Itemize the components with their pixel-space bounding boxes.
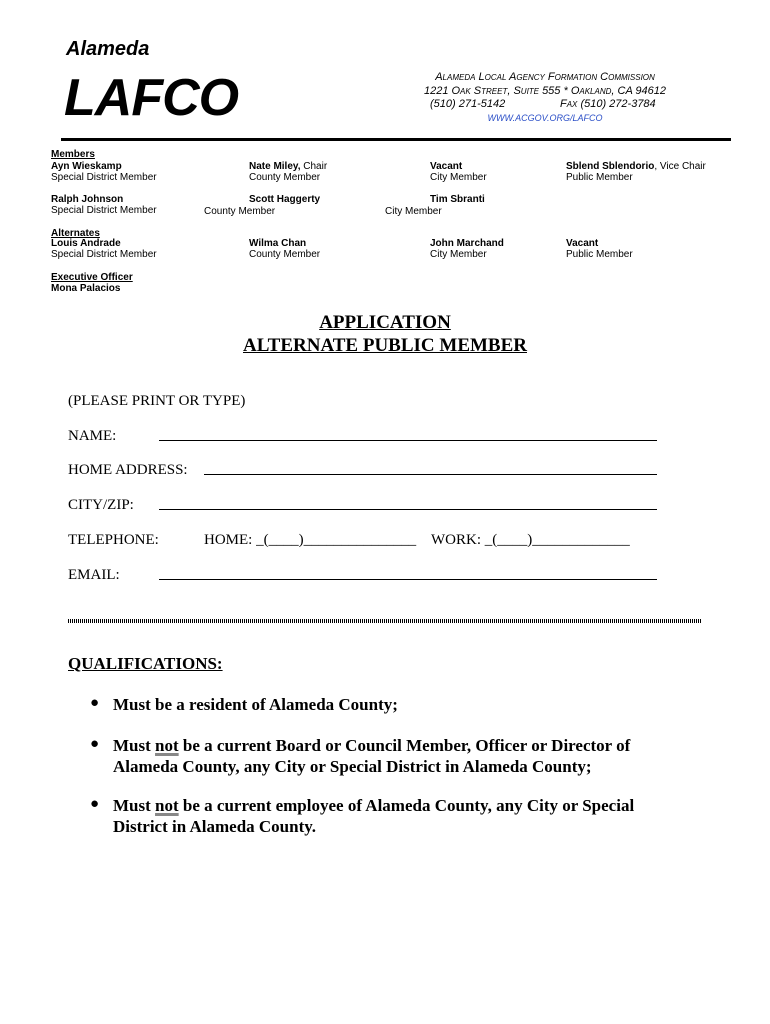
member-1: Ayn Wieskamp Special District Member [51, 161, 157, 183]
alternates-heading: Alternates [51, 228, 100, 239]
qualification-item: Must be a resident of Alameda County; [113, 695, 398, 714]
member-2: Nate Miley, Chair County Member [249, 161, 328, 183]
telephone-label: TELEPHONE: [68, 532, 159, 548]
alternate-1: Louis Andrade Special District Member [51, 238, 157, 260]
executive-name: Mona Palacios [51, 283, 121, 294]
member-7-name: Tim Sbranti [430, 194, 485, 205]
cityzip-label: CITY/ZIP: [68, 497, 134, 513]
address-label: HOME ADDRESS: [68, 462, 188, 478]
alternate-3: John Marchand City Member [430, 238, 504, 260]
bullet-icon: ● [90, 796, 100, 812]
website-link[interactable]: WWW.ACGOV.ORG/LAFCO [487, 113, 603, 123]
member-5: Ralph Johnson Special District Member [51, 194, 157, 216]
org-name: Alameda Local Agency Formation Commission [435, 71, 655, 83]
instruction-text: (PLEASE PRINT OR TYPE) [68, 393, 246, 409]
bullet-icon: ● [90, 695, 100, 711]
address-field[interactable] [204, 474, 657, 475]
name-label: NAME: [68, 428, 117, 444]
form-title: APPLICATION [319, 312, 451, 333]
alternate-2: Wilma Chan County Member [249, 238, 321, 260]
work-phone-field[interactable]: WORK: _(____)_____________ [431, 532, 630, 548]
bullet-icon: ● [90, 736, 100, 752]
home-phone-field[interactable]: HOME: _(____)_______________ [204, 532, 417, 548]
logo-lafco: LAFCO [64, 69, 239, 127]
dotted-divider [68, 619, 702, 623]
org-address: 1221 Oak Street, Suite 555 * Oakland, CA 94612 [423, 85, 667, 97]
members-heading: Members [51, 149, 95, 160]
form-subtitle: ALTERNATE PUBLIC MEMBER [243, 335, 527, 356]
member-4: Sblend Sblendorio, Vice Chair Public Member [566, 161, 706, 183]
qualifications-heading: QUALIFICATIONS: [68, 654, 223, 673]
qualification-item: Must not be a current employee of Alameda County, any City or Special District in Alameda County. [113, 796, 635, 836]
qualification-item: Must not be a current Board or Council Member, Officer or Director of Alameda County, any City or Special District in Alameda County; [113, 736, 631, 776]
logo-alameda: Alameda [66, 38, 150, 60]
org-fax: Fax (510) 272-3784 [560, 98, 656, 110]
member-7-role: City Member [385, 206, 442, 217]
member-3: Vacant City Member [430, 161, 487, 183]
org-phone: (510) 271-5142 [430, 98, 506, 110]
executive-heading: Executive Officer [51, 272, 133, 283]
email-label: EMAIL: [68, 567, 120, 583]
member-6-role: County Member [204, 206, 276, 217]
alternate-4: Vacant Public Member [566, 238, 633, 260]
email-field[interactable] [159, 579, 657, 580]
name-field[interactable] [159, 440, 657, 441]
member-6-name: Scott Haggerty [249, 194, 321, 205]
header-divider [61, 138, 731, 141]
cityzip-field[interactable] [159, 509, 657, 510]
